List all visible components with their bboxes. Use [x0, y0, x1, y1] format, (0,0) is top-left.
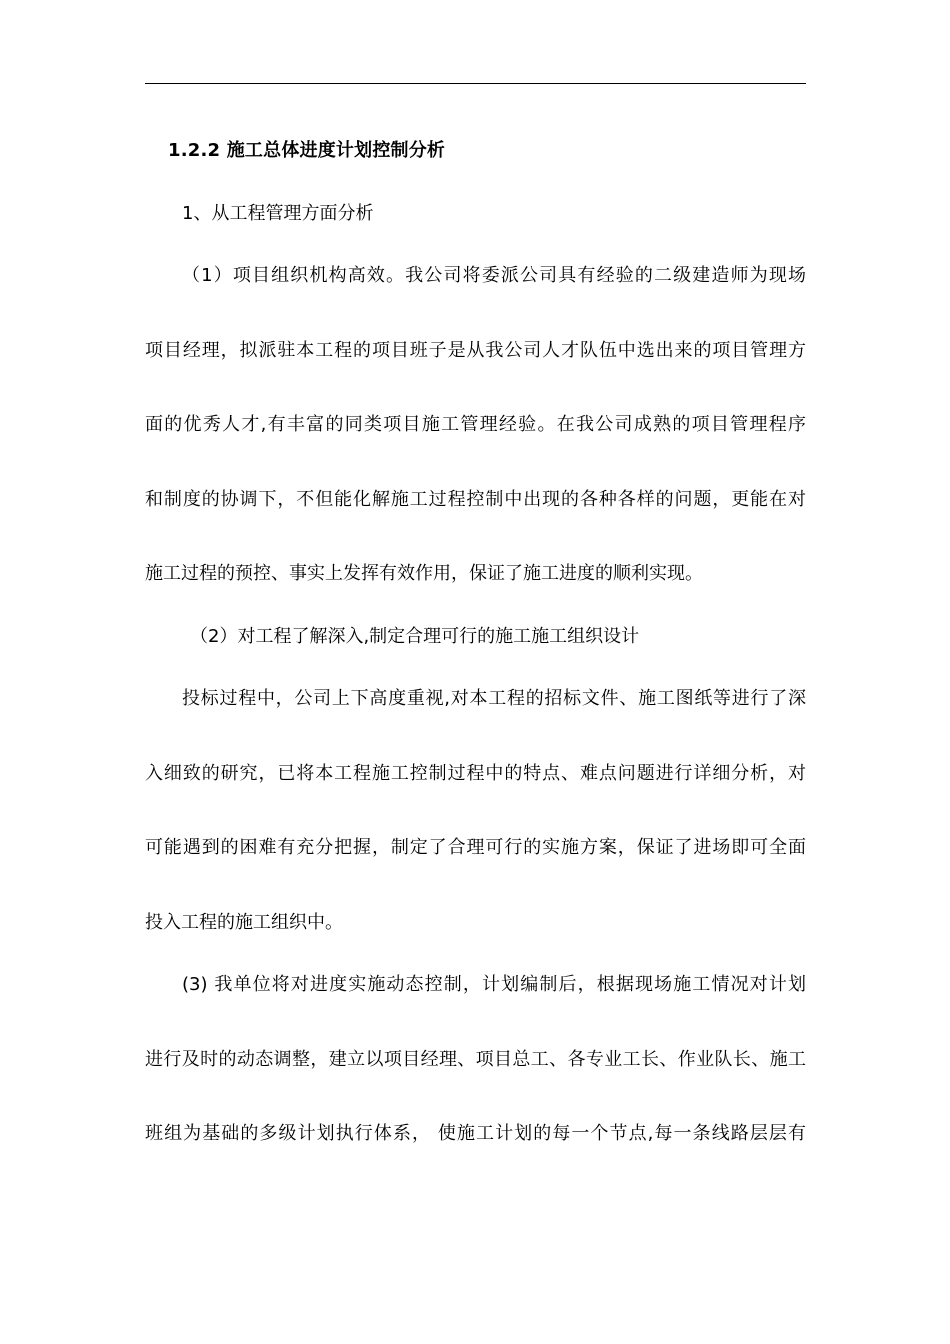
paragraph-line: 投标过程中，公司上下高度重视,对本工程的招标文件、施工图纸等进行了深: [182, 688, 806, 709]
paragraph-line: 投入工程的施工组织中。: [145, 912, 343, 933]
section-heading: 1.2.2 施工总体进度计划控制分析: [168, 140, 446, 161]
header-rule: [145, 83, 806, 84]
paragraph-line: 入细致的研究，已将本工程施工控制过程中的特点、难点问题进行详细分析，对: [145, 763, 806, 784]
paragraph-line: 班组为基础的多级计划执行体系， 使施工计划的每一个节点,每一条线路层层有: [145, 1123, 806, 1144]
paragraph-line: 面的优秀人才,有丰富的同类项目施工管理经验。在我公司成熟的项目管理程序: [145, 414, 806, 435]
subsection-heading: 1、从工程管理方面分析: [182, 203, 374, 224]
paragraph-line: 项目经理，拟派驻本工程的项目班子是从我公司人才队伍中选出来的项目管理方: [145, 340, 806, 361]
paragraph-line: 施工过程的预控、事实上发挥有效作用，保证了施工进度的顺利实现。: [145, 563, 703, 584]
paragraph-line: 进行及时的动态调整，建立以项目经理、项目总工、各专业工长、作业队长、施工: [145, 1049, 806, 1070]
paragraph-line: 可能遇到的困难有充分把握，制定了合理可行的实施方案，保证了进场即可全面: [145, 837, 806, 858]
paragraph-line: 和制度的协调下，不但能化解施工过程控制中出现的各种各样的问题，更能在对: [145, 489, 806, 510]
paragraph-line: （2）对工程了解深入,制定合理可行的施工施工组织设计: [190, 626, 640, 647]
paragraph-line: (3) 我单位将对进度实施动态控制，计划编制后，根据现场施工情况对计划: [182, 974, 806, 995]
paragraph-line: （1）项目组织机构高效。我公司将委派公司具有经验的二级建造师为现场: [182, 265, 806, 286]
